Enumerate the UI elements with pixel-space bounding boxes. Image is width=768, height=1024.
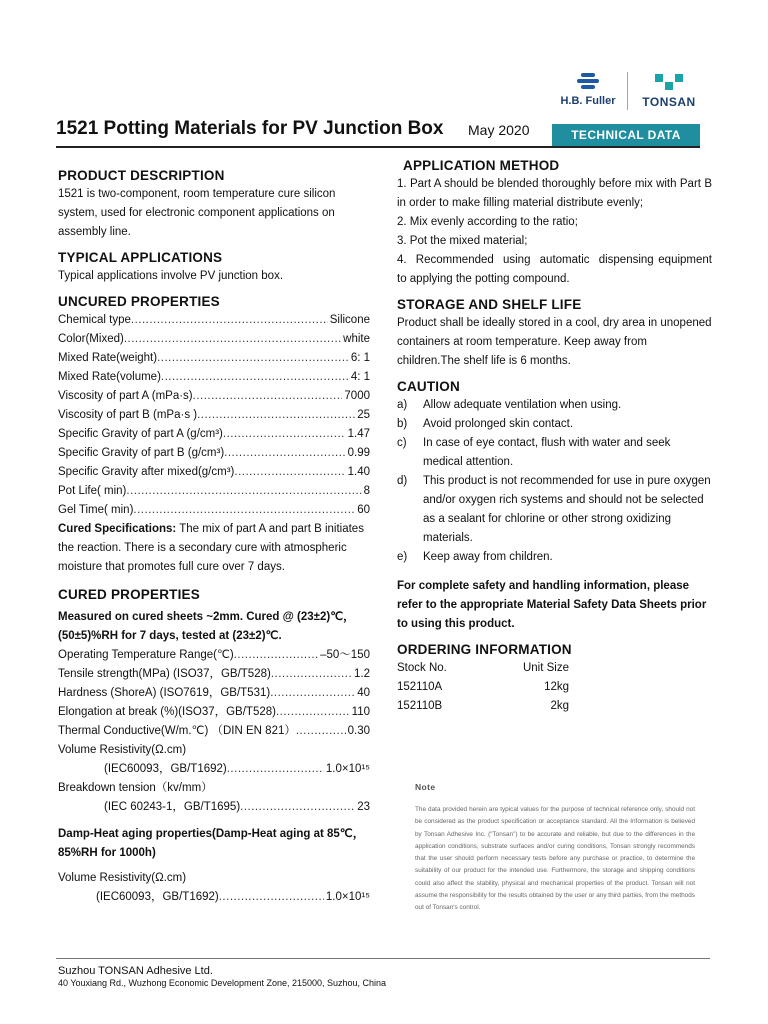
table-row: 152110B 2kg	[397, 700, 569, 712]
application-step: 2. Mix evenly according to the ratio;	[397, 216, 578, 228]
unit-column-header: Unit Size	[522, 662, 569, 674]
property-row: Specific Gravity of part B (g/cm³) ..... 0.99	[58, 444, 370, 463]
tonsan-name: TONSAN	[642, 95, 696, 109]
cured-specifications: Cured Specifications: The mix of part A and part B initiates the reaction. There is a secondary cure with atmospheric moisture that promotes full cure over 7 days.	[58, 523, 364, 573]
document-date: May 2020	[468, 122, 530, 138]
cured-properties-heading: CURED PROPERTIES	[58, 587, 200, 602]
application-method-heading: APPLICATION METHOD	[403, 158, 560, 173]
property-row: Elongation at break (%)(ISO37，GB/T528) ..... 110	[58, 703, 370, 722]
typical-applications-text: Typical applications involve PV junction box.	[58, 270, 284, 282]
property-row: Mixed Rate(weight) ..... 6: 1	[58, 349, 370, 368]
tonsan-mark-icon	[653, 72, 685, 92]
note-title: Note	[415, 782, 436, 792]
volume-resistivity-label: Volume Resistivity(Ω.cm)	[58, 744, 187, 756]
header-rule	[56, 146, 700, 148]
property-row: Hardness (ShoreA) (ISO7619，GB/T531) ..... 40	[58, 684, 370, 703]
disclaimer-note	[415, 782, 695, 915]
stock-column-header: Stock No.	[397, 662, 447, 674]
caution-item: b) Avoid prolonged skin contact.	[397, 418, 574, 430]
hb-fuller-logo	[556, 72, 620, 107]
cured-conditions: Measured on cured sheets ~2mm. Cured @ (23±2)℃，(50±5)%RH for 7 days, tested at (23±2)℃.	[58, 611, 355, 642]
application-step: 1. Part A should be blended thoroughly before mix with Part B in order to make filling material distribute evenly;	[397, 178, 712, 209]
caution-item: d) This product is not recommended for use in pure oxygen and/or oxygen rich systems and should not be selected as a sealant for chlorine or other strong oxidizing materials.	[397, 475, 711, 544]
safety-notice: For complete safety and handling information, please refer to the appropriate Material Safety Data Sheets prior to using this product.	[397, 580, 707, 630]
damp-volume-resistivity-label: Volume Resistivity(Ω.cm)	[58, 872, 187, 884]
application-steps	[397, 175, 716, 289]
breakdown-tension-label: Breakdown tension（kv/mm）	[58, 782, 213, 794]
property-row: Specific Gravity after mixed(g/cm³) ..... 1.40	[58, 463, 370, 482]
storage-heading: STORAGE AND SHELF LIFE	[397, 297, 582, 312]
caution-item: a) Allow adequate ventilation when using.	[397, 399, 622, 411]
property-row: Viscosity of part B (mPa·s ) ..... 25	[58, 406, 370, 425]
property-row: Viscosity of part A (mPa·s) ..... 7000	[58, 387, 370, 406]
property-row: Color(Mixed) ..... white	[58, 330, 370, 349]
footer-rule	[56, 958, 710, 959]
footer-company: Suzhou TONSAN Adhesive Ltd.	[58, 965, 213, 977]
property-row: Pot Life( min) ..... 8	[58, 482, 370, 501]
property-row: Specific Gravity of part A (g/cm³) ..... 1.47	[58, 425, 370, 444]
hb-fuller-name: H.B. Fuller	[560, 95, 616, 107]
ordering-table	[397, 659, 712, 716]
typical-applications-heading: TYPICAL APPLICATIONS	[58, 250, 223, 265]
caution-item: e) Keep away from children.	[397, 551, 553, 563]
uncured-properties-heading: UNCURED PROPERTIES	[58, 294, 220, 309]
table-row: 152110A 12kg	[397, 681, 569, 693]
caution-item: c) In case of eye contact, flush with water and seek medical attention.	[397, 437, 671, 468]
storage-text: Product shall be ideally stored in a cool, dry area in unopened containers at room temperature. Keep away from children.The shelf life is 6 months.	[397, 317, 712, 367]
document-title: 1521 Potting Materials for PV Junction Box	[56, 118, 444, 139]
technical-data-sheet-badge: TECHNICAL DATA SHEET	[552, 124, 700, 146]
footer-address: 40 Youxiang Rd., Wuzhong Economic Development Zone, 215000, Suzhou, China	[58, 978, 387, 988]
property-row: Thermal Conductive(W/m.℃) （DIN EN 821） ..... 0.30	[58, 722, 370, 741]
property-row: (IEC 60243-1，GB/T1695) ..... 23	[58, 798, 370, 817]
cured-properties-list	[58, 646, 370, 817]
caution-list	[397, 396, 712, 567]
note-text: The data provided herein are typical values for the purpose of technical reference only, should not be considered as the product specification or acceptance standard. All the Information is believed by Tonsan Adhesive Inc. ("Tonsan") to be accurate and reliable, but due to the differences in the application conditions, substrate surfaces and/or curing conditions, Tonsan strongly recommends that the user should perform necessary tests before any purchase or practice, to determine the suitability of our product for the intended use. Furthermore, the storage and shipping conditions could also affect the stability, physical and mechanical properties of the product. Tonsan will not assume the responsibility for the results obtained by the user or any third parties, from the methods out of Tonsan's control.	[415, 806, 695, 912]
application-step: 3. Pot the mixed material;	[397, 235, 528, 247]
left-column	[58, 168, 370, 907]
property-row: Tensile strength(MPa) (ISO37，GB/T528) ..... 1.2	[58, 665, 370, 684]
application-step: 4. Recommended using automatic dispensing equipment to applying the potting compound.	[397, 254, 716, 285]
property-row: Operating Temperature Range(℃) ..... –50～150	[58, 646, 370, 665]
property-row: Mixed Rate(volume) ..... 4: 1	[58, 368, 370, 387]
property-row: Gel Time( min) ..... 60	[58, 501, 370, 520]
logo-divider	[627, 72, 628, 110]
damp-heat-heading: Damp-Heat aging properties(Damp-Heat aging at 85℃，85%RH for 1000h)	[58, 828, 365, 859]
property-row: (IEC60093，GB/T1692) ..... 1.0×10¹⁵	[58, 888, 370, 907]
uncured-properties-list	[58, 311, 370, 520]
ordering-heading: ORDERING INFORMATION	[397, 642, 572, 657]
hb-fuller-mark-icon	[577, 72, 599, 92]
product-description-heading: PRODUCT DESCRIPTION	[58, 168, 225, 183]
ordering-header-row	[397, 659, 712, 678]
property-row: Chemical type ..... Silicone	[58, 311, 370, 330]
property-row: (IEC60093，GB/T1692) ..... 1.0×10¹⁵	[58, 760, 370, 779]
right-column	[397, 158, 716, 716]
product-description-text: 1521 is two-component, room temperature cure silicon system, used for electronic component applications on assembly line.	[58, 188, 336, 238]
caution-heading: CAUTION	[397, 379, 460, 394]
tonsan-logo	[636, 72, 702, 109]
